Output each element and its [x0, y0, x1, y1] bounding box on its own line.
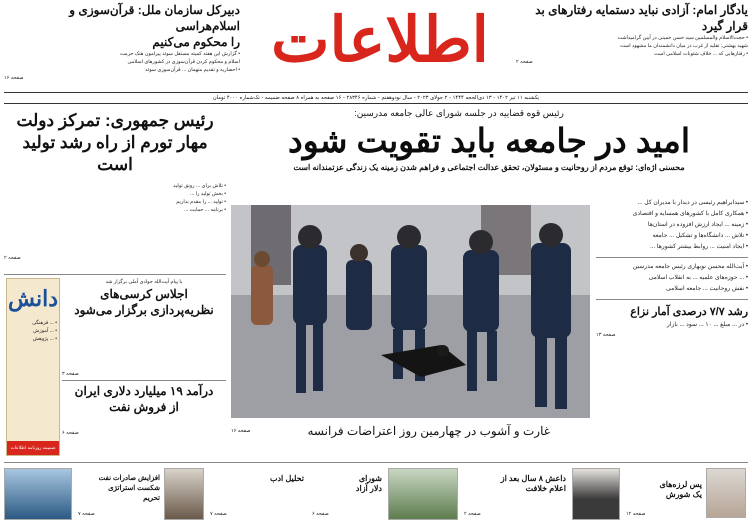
supplement-logo: دانش — [7, 286, 59, 311]
top-right-page: صفحه ۲ — [516, 59, 533, 65]
top-right-story — [516, 2, 748, 84]
bottom-item-1 — [624, 466, 748, 524]
bottom-item-4-title: تحلیل ادب — [269, 474, 304, 483]
bottom-item-6-title: تحریم — [143, 495, 160, 502]
top-right-bullet-1: • حجت‌الاسلام والمسلمین سید حسن خمینی در آیین گرامیداشت — [617, 35, 748, 41]
bottom-item-3-title-2: دلار آزاد — [355, 484, 382, 493]
mid-left-head-4: از فروش نفت — [109, 400, 179, 414]
left-col-bullet-3: • تولید ... را مقدم بداریم — [176, 199, 226, 205]
top-left-page: صفحه ۱۶ — [4, 75, 24, 81]
lead-headline: امید در جامعه باید تقویت شود — [288, 122, 690, 159]
supplement-footer — [7, 441, 59, 464]
left-col-page: صفحه ۲ — [4, 255, 21, 261]
right-col-item-8: • نقش روحانیت ... جامعه اسلامی — [666, 286, 748, 292]
bottom-item-2 — [462, 466, 622, 524]
mid-left-page-2: صفحه ۶ — [62, 430, 79, 436]
bottom-strip — [4, 466, 748, 524]
lead-photo-caption — [231, 422, 590, 442]
left-col-headline-2: مهار تورم از راه رشد تولید است — [22, 133, 208, 174]
bottom-item-3 — [310, 466, 460, 524]
bottom-item-4-page: صفحه ۷ — [210, 511, 227, 517]
mid-left-head-1: اجلاس کرسی‌های — [100, 287, 188, 301]
left-column-story — [4, 110, 226, 270]
top-right-title: یادگار امام: آزادی نباید دستمایه رفتارهای بد — [535, 3, 748, 17]
photo-caption-page: صفحه ۱۶ — [231, 428, 251, 434]
top-left-bullet-3: • احضاریه و تقدیم متهمان ... قرآن‌سوزی سوئد — [145, 67, 240, 73]
stat-page: صفحه ۱۳ — [596, 332, 616, 338]
left-col-bullet-1: • تلاش برای ... رونق تولید — [173, 183, 226, 189]
mid-left-page-1: صفحه ۳ — [62, 371, 79, 377]
supplement-bullet-1: • ... فرهنگی — [32, 320, 57, 326]
right-col-item-9: • در ... مبلغ ... ۱۰ ... سود ... بازار — [666, 322, 748, 328]
bottom-item-1-title: پس لرزه‌های — [659, 480, 702, 489]
portrait-thumbnail-2 — [572, 468, 620, 520]
top-left-title-2: را محکوم می‌کنیم — [152, 35, 240, 49]
lead-photo — [231, 205, 590, 418]
right-col-item-1: • سیدابراهیم رئیسی در دیدار با مدیران کل ... — [637, 200, 748, 206]
photo-caption-text: غارت و آشوب در چهارمین روز اعتراضات فرانسه — [307, 424, 550, 438]
bottom-item-5 — [76, 466, 206, 524]
bottom-item-2-page: صفحه ۲ — [464, 511, 481, 517]
top-left-title: دبیرکل سازمان ملل: قرآن‌سوزی و اسلام‌هراسی — [69, 3, 240, 33]
right-col-item-5: • ایجاد امنیت ... روابط بیشتر کشورها ... — [650, 244, 748, 250]
top-right-title-2: قرار گیرد — [701, 19, 748, 33]
bottom-item-2-title: داعش ۸ سال بعد از — [500, 474, 566, 483]
left-col-bullet-4: • برنامه ... حمایت ... — [184, 207, 226, 213]
bottom-item-1-title-2: یک شورش — [665, 490, 702, 499]
mid-left-head-2: نظریه‌پردازی برگزار می‌شود — [74, 303, 214, 317]
top-right-bullet-2: شهید بهشتی: تقلید از غرب در میان دانشمندان ما مشهود است — [620, 43, 748, 49]
mid-left-kicker: با پیام آیت‌الله جوادی آملی برگزار شد — [105, 279, 183, 285]
bottom-item-3-title: شورای — [358, 474, 382, 483]
top-right-bullet-3: • رفتارهایی که ... خلاف شئونات اسلامی است — [654, 51, 748, 57]
oil-rig-thumbnail — [4, 468, 72, 520]
lead-story — [230, 106, 748, 196]
top-left-bullet-1: • گزارش این هفته کمیته مستقل سوئد پیرامون هتک حرمت — [119, 51, 240, 57]
bottom-item-5-page: صفحه ۷ — [78, 511, 95, 517]
dateline: یکشنبه ۱۱ تیر ۱۴۰۲ - ۱۳ ذی‌الحجه ۱۴۴۴ - ۲ جولای ۲۰۲۳ - سال نودوهفتم - شماره ۲۸۳۴۶ - ۱۶ صفحه به همراه ۸ صفحه ضمیمه - تک‌شماره ۴۰۰۰ تومان — [212, 95, 540, 101]
portrait-thumbnail — [706, 468, 746, 518]
right-col-item-7: • ... حوزه‌های علمیه ... به انقلاب اسلامی — [648, 275, 748, 281]
supplement-bullet-2: • ... آموزش — [33, 328, 57, 334]
right-col-item-3: • زمینه ... ایجاد ارزش افزوده در استان‌ها — [647, 222, 748, 228]
newspaper-logo: اطلاعات — [271, 3, 489, 76]
mid-left-head-3: درآمد ۱۹ میلیارد دلاری ایران — [74, 384, 214, 398]
dateline-bar — [4, 92, 748, 104]
bottom-item-2-title-2: اعلام خلافت — [525, 484, 566, 493]
bottom-item-4 — [208, 466, 308, 524]
bottom-item-3-page: صفحه ۶ — [312, 511, 329, 517]
supplement-box — [6, 278, 60, 464]
top-left-story — [4, 2, 240, 84]
riot-police-illustration — [231, 205, 590, 418]
left-col-bullet-2: • بخش تولید را ... — [190, 191, 226, 197]
lead-kicker: رئیس قوه قضاییه در جلسه شورای عالی جامعه مدرسین: — [354, 108, 564, 118]
left-col-headline-1: رئیس جمهوری: تمرکز دولت — [16, 111, 214, 130]
lead-subline: محسنی اژه‌ای: توقع مردم از روحانیت و مسئولان، تحقق عدالت اجتماعی و فراهم شدن زمینه یک زندگی عزتمندانه است — [293, 163, 685, 172]
mid-left-story — [62, 278, 226, 458]
right-col-item-2: • همکاری کامل با کشورهای همسایه و اقتصادی — [632, 211, 748, 217]
right-column — [596, 198, 748, 444]
supplement-footer-text: ضمیمه روزنامه اطلاعات امروز — [10, 445, 56, 464]
top-left-bullet-2: اسلام و محکوم کردن قرآن‌سوزی در کشورهای اسلامی — [127, 59, 240, 65]
bottom-item-1-page: صفحه ۱۲ — [626, 511, 646, 517]
supplement-bullet-3: • ... پژوهش — [32, 336, 57, 342]
right-col-item-4: • تلاش ... دانشگاه‌ها و تشکیل ... جامعه — [652, 233, 748, 239]
bottom-item-5-title: افزایش صادرات نفت — [98, 475, 160, 482]
garden-thumbnail — [388, 468, 458, 520]
bottom-item-5-title-2: شکست استراتژی — [108, 485, 160, 492]
right-col-item-6: • آیت‌الله محسن نوبهاری رئیس جامعه مدرسین — [632, 264, 748, 270]
man-hat-thumbnail — [164, 468, 204, 520]
stat-headline: رشد ۷/۷ درصدی آمار نزاع — [630, 306, 748, 318]
